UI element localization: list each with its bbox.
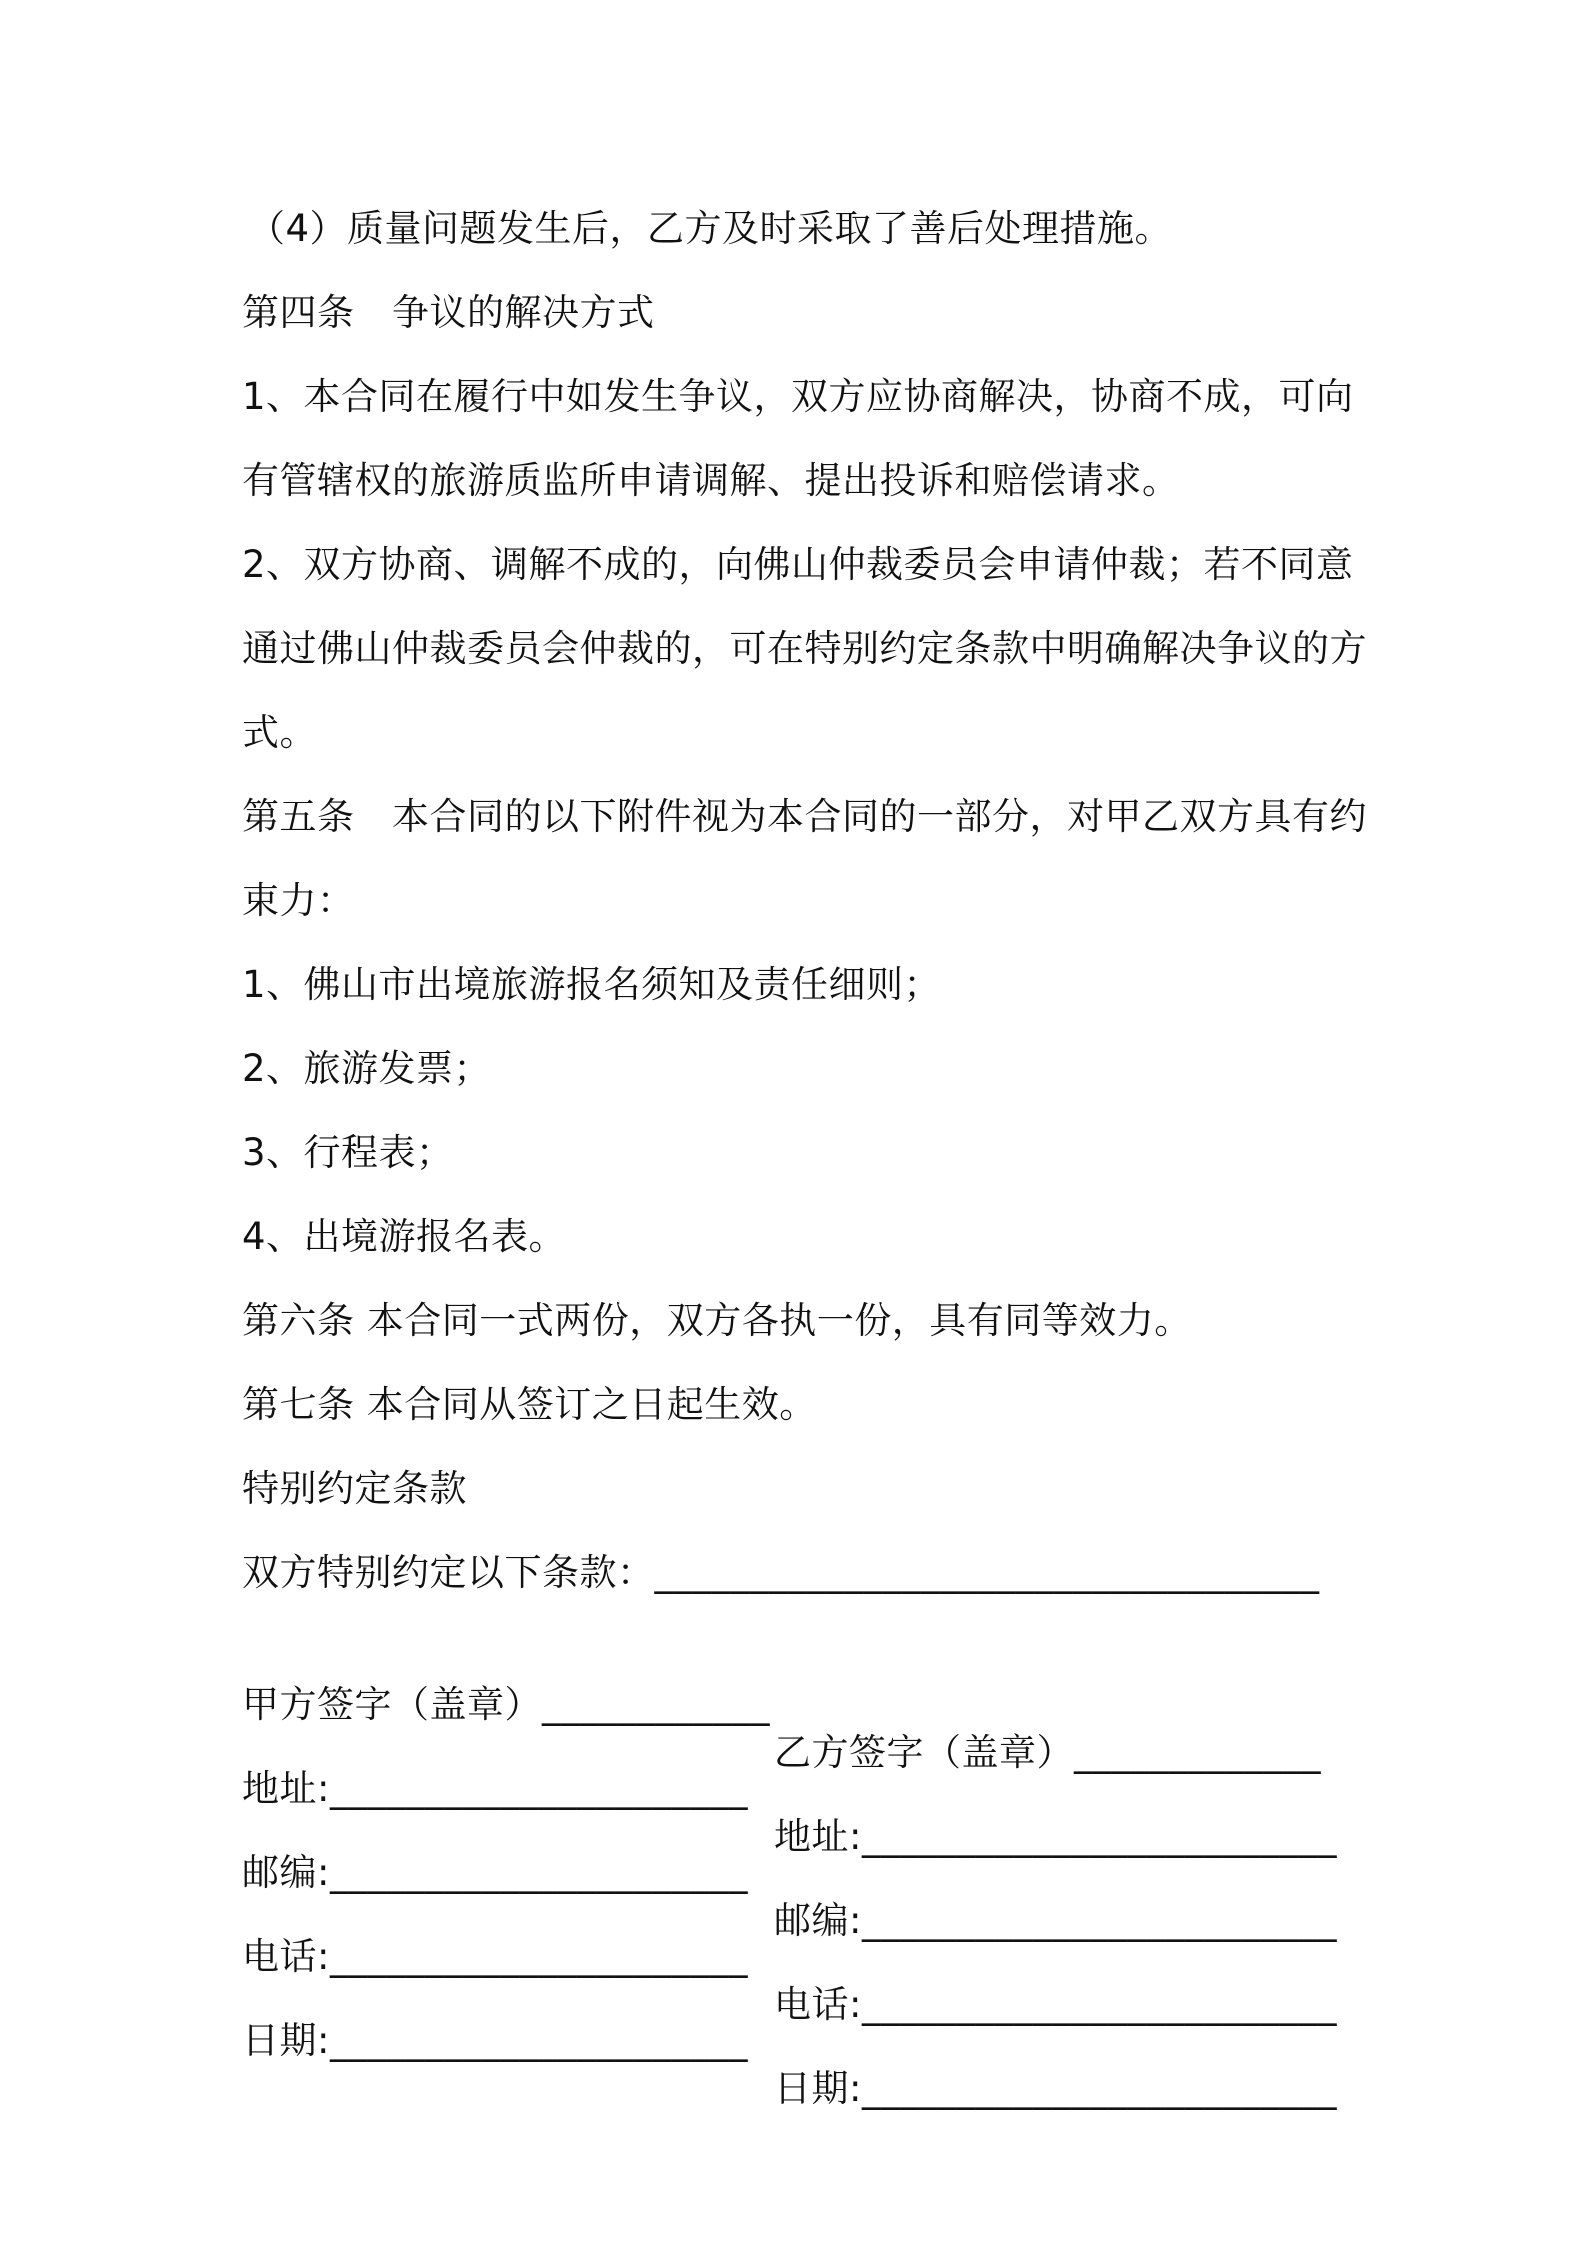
- party-a-phone: 电话:______________________: [242, 1935, 748, 1978]
- article-5-heading-line-2: 束力：: [242, 879, 355, 922]
- article-4-clause-1-line-2: 有管辖权的旅游质监所申请调解、提出投诉和赔偿请求。: [242, 459, 1180, 502]
- article-4-heading: 第四条 争议的解决方式: [242, 291, 655, 334]
- party-b-postcode: 邮编:_________________________: [774, 1899, 1337, 1942]
- article-4-clause-2-line-1: 2、双方协商、调解不成的，向佛山仲裁委员会申请仲裁；若不同意: [242, 543, 1354, 586]
- article-4-clause-2-line-2: 通过佛山仲裁委员会仲裁的，可在特别约定条款中明确解决争议的方: [242, 627, 1367, 670]
- article-4-clause-1-line-1: 1、本合同在履行中如发生争议，双方应协商解决，协商不成，可向: [242, 375, 1354, 418]
- article-5-heading-line-1: 第五条 本合同的以下附件视为本合同的一部分，对甲乙双方具有约: [242, 795, 1367, 838]
- party-b-date: 日期:_________________________: [774, 2067, 1337, 2110]
- party-b-address: 地址:_________________________: [774, 1815, 1337, 1858]
- article-6: 第六条 本合同一式两份，双方各执一份，具有同等效力。: [242, 1299, 1192, 1342]
- attachment-1: 1、佛山市出境旅游报名须知及责任细则；: [242, 963, 942, 1006]
- special-terms-field: 双方特别约定以下条款：___________________________________: [242, 1551, 1320, 1594]
- party-b-phone: 电话:_________________________: [774, 1983, 1337, 2026]
- article-4-clause-2-line-3: 式。: [242, 711, 317, 754]
- date-row: [242, 1969, 1362, 2161]
- party-b-signature: 乙方签字（盖章）_____________: [774, 1731, 1321, 1774]
- paragraph-quality-measures: （4）质量问题发生后，乙方及时采取了善后处理措施。: [248, 207, 1173, 250]
- attachment-3: 3、行程表；: [242, 1131, 454, 1174]
- party-a-signature: 甲方签字（盖章）____________: [242, 1683, 770, 1726]
- attachment-2: 2、旅游发票；: [242, 1047, 492, 1090]
- article-7: 第七条 本合同从签订之日起生效。: [242, 1383, 817, 1426]
- party-a-address: 地址:______________________: [242, 1767, 748, 1810]
- special-terms-heading: 特别约定条款: [242, 1467, 467, 1510]
- party-a-postcode: 邮编:______________________: [242, 1851, 748, 1894]
- party-a-date: 日期:______________________: [242, 2019, 748, 2062]
- attachment-4: 4、出境游报名表。: [242, 1215, 567, 1258]
